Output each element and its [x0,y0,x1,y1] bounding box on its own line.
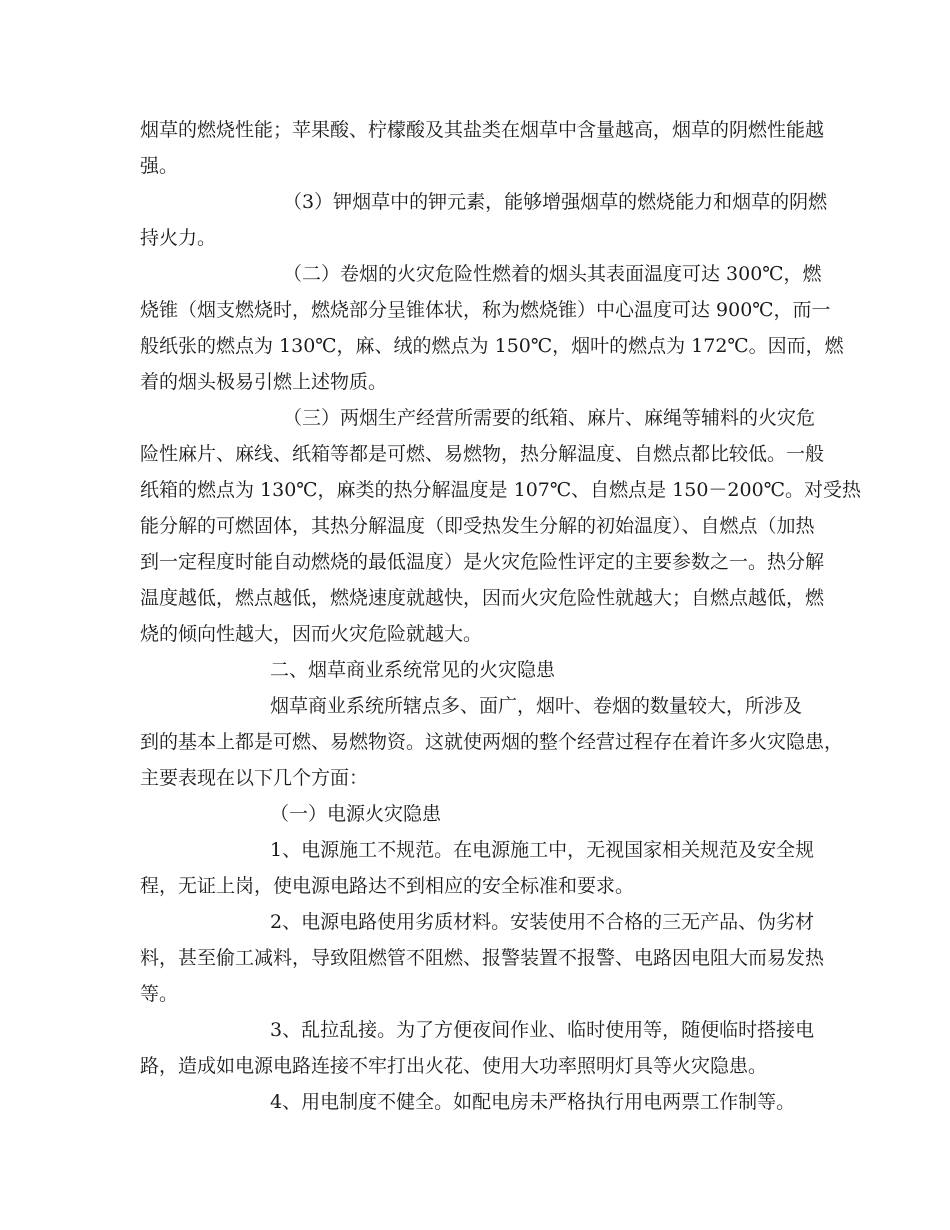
text-line: 烧的倾向性越大，因而火灾危险就越大。 [140,623,483,645]
text-line: 程，无证上岗，使电源电路达不到相应的安全标准和要求。 [140,875,635,897]
text-line: 险性麻片、麻线、纸箱等都是可燃、易燃物，热分解温度、自燃点都比较低。一般 [140,443,825,465]
text-line: 烟草的燃烧性能；苹果酸、柠檬酸及其盐类在烟草中含量越高，烟草的阴燃性能越 [140,119,825,141]
text-line: 1、电源施工不规范。在电源施工中，无视国家相关规范及安全规 [270,839,815,861]
text-line: 强。 [140,155,179,177]
text-line: （二）卷烟的火灾危险性燃着的烟头其表面温度可达 300℃，燃 [283,263,822,285]
text-line: 能分解的可燃固体，其热分解温度（即受热发生分解的初始温度）、自燃点（加热 [140,515,815,537]
text-line: 4、用电制度不健全。如配电房未严格执行用电两票工作制等。 [270,1091,796,1113]
text-line: 纸箱的燃点为 130℃，麻类的热分解温度是 107℃、自燃点是 150－200℃。对受热 [140,479,861,501]
text-line: 温度越低，燃点越低，燃烧速度就越快，因而火灾危险性就越大；自燃点越低，燃 [140,587,825,609]
text-line: 般纸张的燃点为 130℃，麻、绒的燃点为 150℃，烟叶的燃点为 172℃。因而，燃 [140,335,844,357]
text-line: 烧锥（烟支燃烧时，燃烧部分呈锥体状，称为燃烧锥）中心温度可达 900℃，而一 [140,299,831,321]
text-line: 3、乱拉乱接。为了方便夜间作业、临时使用等，随便临时搭接电 [270,1019,815,1041]
text-line: 主要表现在以下几个方面： [140,767,369,789]
text-line: 等。 [140,983,179,1005]
text-line: 到一定程度时能自动燃烧的最低温度）是火灾危险性评定的主要参数之一。热分解 [140,551,825,573]
text-line: 料，甚至偷工减料，导致阻燃管不阻燃、报警装置不报警、电路因电阻大而易发热 [140,947,825,969]
section-heading: 二、烟草商业系统常见的火灾隐患 [270,659,556,681]
text-line: 路，造成如电源电路连接不牢打出火花、使用大功率照明灯具等火灾隐患。 [140,1055,768,1077]
text-line: 烟草商业系统所辖点多、面广，烟叶、卷烟的数量较大，所涉及 [270,695,803,717]
text-line: （三）两烟生产经营所需要的纸箱、麻片、麻绳等辅料的火灾危 [283,407,816,429]
text-line: 2、电源电路使用劣质材料。安装使用不合格的三无产品、伪劣材 [270,911,815,933]
subsection-heading: （一）电源火灾隐患 [270,803,442,825]
text-line: 到的基本上都是可燃、易燃物资。这就使两烟的整个经营过程存在着许多火灾隐患， [140,731,844,753]
text-line: 持火力。 [140,227,217,249]
text-line: 着的烟头极易引燃上述物质。 [140,371,388,393]
text-line: （3）钾烟草中的钾元素，能够增强烟草的燃烧能力和烟草的阴燃 [283,191,828,213]
